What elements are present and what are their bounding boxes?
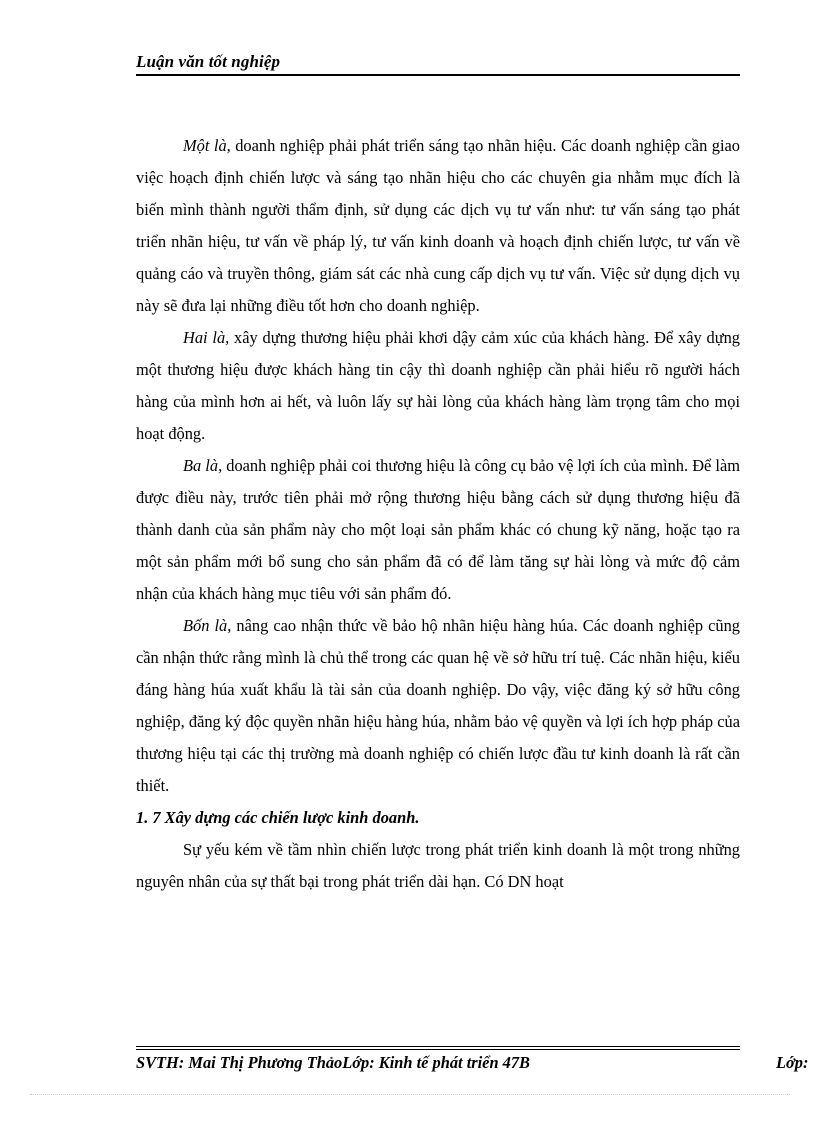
- paragraph-hai-la: [136, 322, 740, 450]
- paragraph-text: , doanh nghiệp phải phát triển sáng tạo nhãn hiệu. Các doanh nghiệp cần giao việc hoạch định chiến lược và sáng tạo nhãn hiệu cho các chuyên gia nhằm mục đích là biến mình thành người thẩm định, sử dụng các dịch vụ tư vấn như: tư vấn sáng tạo phát triển nhãn hiệu, tư vấn về pháp lý, tư vấn kinh doanh và hoạch định chiến lược, tư vấn về quảng cáo và truyền thông, giám sát các nhà cung cấp dịch vụ tư vấn. Việc sử dụng dịch vụ này sẽ đưa lại những điều tốt hơn cho doanh nghiệp.: [136, 136, 741, 315]
- paragraph-text: xây dựng thương hiệu phải khơi dậy cảm xúc của khách hàng. Để xây dựng một thương hiệu được khách hàng tin cậy thì doanh nghiệp cần phải hiểu rõ người hách hàng của mình hơn ai hết, và luôn lấy sự hài lòng của khách hàng làm trọng tâm cho mọi hoạt động.: [136, 328, 741, 443]
- header-title: Luận văn tốt nghiệp: [136, 52, 281, 71]
- page-header: [136, 50, 740, 76]
- paragraph-mot-la: [136, 130, 740, 322]
- section-heading: 1. 7 Xây dựng các chiến lược kinh doanh.: [136, 808, 420, 827]
- paragraph-lead: Ba là: [183, 456, 219, 475]
- paragraph-lead: Bốn là: [183, 616, 228, 635]
- footer-student-info: SVTH: Mai Thị Phương ThảoLớp: Kinh tế phát triển 47B: [136, 1053, 530, 1072]
- paragraph-ba-la: [136, 450, 740, 610]
- footer-rule-bottom: [136, 1049, 740, 1050]
- paragraph-text: , nâng cao nhận thức về bảo hộ nhãn hiệu hàng húa. Các doanh nghiệp cũng cần nhận thức rằng mình là chủ thể trong các quan hệ về sở hữu trí tuệ. Các nhãn hiệu, kiểu đáng hàng húa xuất khẩu là tài sản của doanh nghiệp. Do vậy, việc đăng ký sở hữu công nghiệp, đăng ký độc quyền nhãn hiệu hàng húa, nhằm bảo vệ quyền và lợi ích hợp pháp của thương hiệu tại các thị trường mà doanh nghiệp có chiến lược đầu tư kinh doanh là rất cần thiết.: [136, 616, 741, 795]
- footer-rule-top: [136, 1046, 740, 1047]
- paragraph-bon-la: [136, 610, 740, 802]
- paragraph-text: , doanh nghiệp phải coi thương hiệu là công cụ bảo vệ lợi ích của mình. Để làm được điều này, trước tiên phải mở rộng thương hiệu bằng cách sử dụng thương hiệu đã thành danh của sản phẩm này cho một loại sản phẩm khác có chung kỹ năng, hoặc tạo ra một sản phẩm mới bổ sung cho sản phẩm đã có để làm tăng sự hài lòng và mức độ cảm nhận của khách hàng mục tiêu với sản phẩm đó.: [136, 456, 740, 603]
- paragraph-lead: Một là: [183, 136, 227, 155]
- page-bottom-dotted-line: [30, 1094, 790, 1095]
- section-paragraph: Sự yếu kém về tầm nhìn chiến lược trong phát triển kinh doanh là một trong những nguyên nhân của sự thất bại trong phát triển dài hạn. Có DN hoạt: [136, 840, 740, 891]
- page-footer: [136, 1046, 816, 1076]
- paragraph-lead: Hai là,: [183, 328, 230, 347]
- document-body: [136, 130, 740, 898]
- footer-class-label: Lớp:: [776, 1053, 809, 1072]
